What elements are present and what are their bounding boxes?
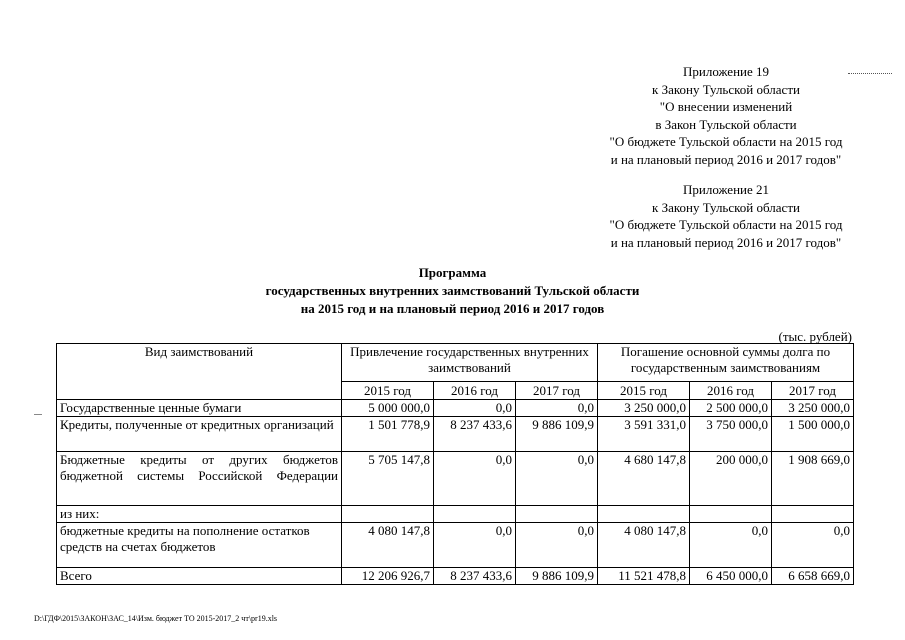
cell-value: 9 886 109,9 (516, 417, 598, 452)
cell-value (516, 506, 598, 523)
cell-value: 0,0 (434, 523, 516, 568)
title-line: Программа (418, 265, 487, 280)
header-line: "О бюджете Тульской области на 2015 год (609, 217, 843, 232)
appendix-19-header (586, 63, 866, 168)
col-group-repay: Погашение основной суммы долга по государственным заимствованиям (598, 344, 854, 382)
cell-value: 2 500 000,0 (690, 400, 772, 417)
row-label: Всего (57, 568, 342, 585)
cell-value: 200 000,0 (690, 452, 772, 506)
cell-value: 0,0 (516, 452, 598, 506)
cell-value (342, 506, 434, 523)
header-line: Приложение 21 (682, 182, 770, 197)
header-line: к Закону Тульской области (652, 81, 800, 97)
document-title (0, 264, 905, 318)
units-label: (тыс. рублей) (778, 329, 852, 344)
cell-value: 0,0 (434, 400, 516, 417)
cell-value: 3 591 331,0 (598, 417, 690, 452)
cell-value: 1 908 669,0 (772, 452, 854, 506)
cell-value: 3 250 000,0 (598, 400, 690, 417)
cell-value: 8 237 433,6 (434, 417, 516, 452)
cell-value (434, 506, 516, 523)
cell-value: 1 501 778,9 (342, 417, 434, 452)
row-label: бюджетные кредиты на пополнение остатков средств на счетах бюджетов (57, 523, 342, 568)
header-line: и на плановый период 2016 и 2017 годов" (610, 234, 842, 250)
cell-value: 4 680 147,8 (598, 452, 690, 506)
row-label: из них: (57, 506, 342, 523)
cell-value: 0,0 (516, 523, 598, 568)
cell-value: 1 500 000,0 (772, 417, 854, 452)
header-line: к Закону Тульской области (652, 199, 800, 215)
cell-value (772, 506, 854, 523)
borrowing-table (56, 343, 854, 585)
year-header: 2015 год (598, 382, 690, 400)
cell-value: 0,0 (434, 452, 516, 506)
cell-value: 11 521 478,8 (598, 568, 690, 585)
year-header: 2017 год (772, 382, 854, 400)
cell-value: 0,0 (772, 523, 854, 568)
cell-value (690, 506, 772, 523)
cell-value: 3 750 000,0 (690, 417, 772, 452)
table-row-total (57, 568, 854, 585)
header-line: Приложение 19 (682, 64, 770, 79)
appendix-21-header (586, 181, 866, 251)
cell-value: 4 080 147,8 (342, 523, 434, 568)
cell-value (598, 506, 690, 523)
title-line: на 2015 год и на плановый период 2016 и 2017 годов (300, 301, 605, 316)
margin-mark (34, 414, 42, 415)
cell-value: 8 237 433,6 (434, 568, 516, 585)
col-header-type: Вид заимствований (57, 344, 342, 400)
header-row (57, 344, 854, 382)
table-row (57, 452, 854, 506)
cell-value: 5 000 000,0 (342, 400, 434, 417)
cell-value: 12 206 926,7 (342, 568, 434, 585)
cell-value: 0,0 (516, 400, 598, 417)
cell-value: 6 450 000,0 (690, 568, 772, 585)
cell-value: 0,0 (690, 523, 772, 568)
row-label: Государственные ценные бумаги (57, 400, 342, 417)
cell-value: 6 658 669,0 (772, 568, 854, 585)
header-line: в Закон Тульской области (655, 116, 797, 132)
cell-value: 3 250 000,0 (772, 400, 854, 417)
cell-value: 4 080 147,8 (598, 523, 690, 568)
year-header: 2015 год (342, 382, 434, 400)
header-line: и на плановый период 2016 и 2017 годов" (610, 151, 842, 167)
title-line: государственных внутренних заимствований Тульской области (265, 283, 640, 298)
year-header: 2016 год (690, 382, 772, 400)
row-label: Бюджетные кредиты от других бюджетов бюджетной системы Российской Федерации (57, 452, 342, 506)
header-line: "О внесении изменений (659, 99, 793, 114)
table-row (57, 400, 854, 417)
cell-value: 5 705 147,8 (342, 452, 434, 506)
row-label: Кредиты, полученные от кредитных организаций (57, 417, 342, 452)
header-line: "О бюджете Тульской области на 2015 год (609, 134, 843, 149)
table-row (57, 523, 854, 568)
col-group-attract: Привлечение государственных внутренних заимствований (342, 344, 598, 382)
year-header: 2017 год (516, 382, 598, 400)
file-path-footer: D:\ГДФ\2015\ЗАКОН\ЗАС_14\Изм. бюджет ТО 2015-2017_2 чт\pr19.xls (34, 614, 278, 623)
table-row (57, 506, 854, 523)
year-header: 2016 год (434, 382, 516, 400)
cell-value: 9 886 109,9 (516, 568, 598, 585)
table-row (57, 417, 854, 452)
